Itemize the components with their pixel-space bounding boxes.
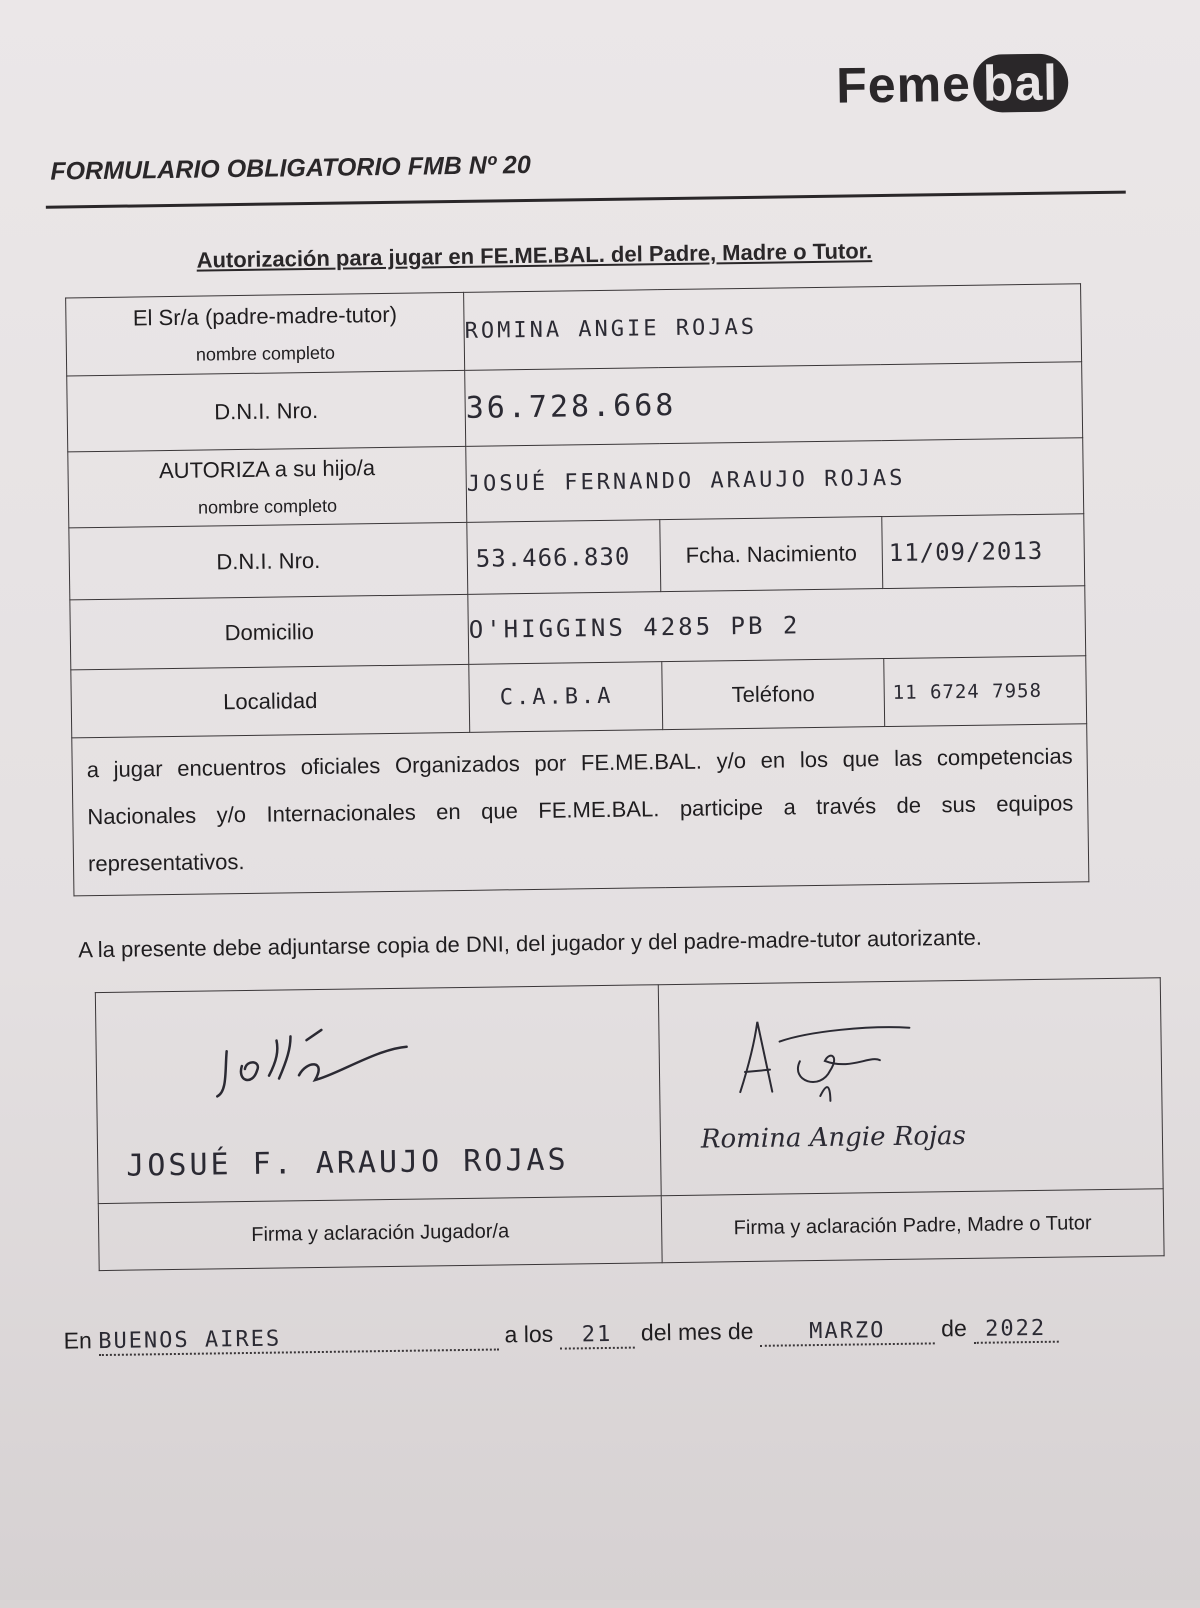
month-field[interactable]: [760, 1315, 935, 1346]
phone-field[interactable]: 11 6724 7958: [884, 656, 1087, 727]
year-value: 2022: [985, 1315, 1047, 1342]
authorization-table: [65, 283, 1089, 896]
parent-label-cell: [66, 292, 465, 376]
child-label-cell: [68, 446, 467, 528]
phone-label: Teléfono: [662, 659, 885, 730]
birth-date-field[interactable]: 11/09/2013: [882, 514, 1085, 589]
child-name-field[interactable]: JOSUÉ FERNANDO ARAUJO ROJAS: [466, 438, 1084, 523]
day-value: 21: [581, 1321, 613, 1348]
authorization-paragraph-row: [72, 724, 1089, 896]
parent-dni-label: D.N.I. Nro.: [67, 370, 466, 452]
parent-name-field[interactable]: ROMINA ANGIE ROJAS: [464, 284, 1082, 371]
form-subtitle: Autorización para jugar en FE.ME.BAL. del Padre, Madre o Tutor.: [196, 238, 873, 273]
signature-table: [95, 977, 1165, 1271]
month-value: MARZO: [809, 1318, 886, 1345]
parent-dni-field[interactable]: 36.728.668: [465, 362, 1083, 447]
player-signature-label: Firma y aclaración Jugador/a: [98, 1196, 662, 1271]
parent-signature-area[interactable]: [658, 978, 1163, 1196]
attachment-note: A la presente debe adjuntarse copia de DNI, del jugador y del padre-madre-tutor autorizante.: [78, 924, 983, 963]
city-label: Localidad: [71, 664, 470, 738]
mes-label: del mes de: [640, 1317, 754, 1346]
address-label: Domicilio: [70, 594, 469, 670]
title-divider: [46, 191, 1126, 209]
parent-label: El Sr/a (padre-madre-tutor): [132, 301, 398, 331]
day-field[interactable]: [559, 1320, 634, 1350]
parent-dni-row: [67, 362, 1083, 452]
birth-date-label: Fcha. Nacimiento: [660, 517, 883, 592]
de-label: de: [941, 1314, 967, 1342]
en-label: En: [63, 1327, 93, 1354]
child-dni-field[interactable]: 53.466.830: [467, 520, 661, 595]
femebal-logo: Feme bal: [836, 53, 1069, 114]
parent-name-row: [66, 284, 1082, 376]
a-los-label: a los: [504, 1320, 554, 1348]
address-field[interactable]: O'HIGGINS 4285 PB 2: [468, 586, 1086, 665]
child-sublabel: nombre completo: [197, 495, 338, 518]
child-dni-label: D.N.I. Nro.: [69, 522, 468, 600]
authorization-paragraph: a jugar encuentros oficiales Organizados por FE.ME.BAL. y/o en los que las competencias Nacionales y/o Internacionales en que FE.ME.BAL. participe a través de sus equipos representativos.: [72, 724, 1089, 896]
city-field[interactable]: C.A.B.A: [469, 662, 663, 733]
year-field[interactable]: [973, 1314, 1058, 1344]
parent-signature-scribble: [729, 999, 951, 1112]
place-value: BUENOS AIRES: [98, 1326, 282, 1355]
child-label: AUTORIZA a su hijo/a: [158, 455, 376, 484]
form-title: FORMULARIO OBLIGATORIO FMB Nº 20: [50, 150, 531, 186]
parent-signature-label: Firma y aclaración Padre, Madre o Tutor: [661, 1189, 1164, 1263]
place-field[interactable]: [98, 1322, 498, 1357]
player-signature-scribble: [206, 1018, 427, 1101]
signature-row: [95, 978, 1163, 1204]
child-name-row: [68, 438, 1084, 528]
player-clarification: JOSUÉ F. ARAUJO ROJAS: [126, 1142, 569, 1184]
parent-sublabel: nombre completo: [195, 342, 336, 365]
date-line: [64, 1314, 1059, 1357]
player-signature-area[interactable]: [95, 985, 661, 1204]
parent-clarification: Romina Angie Rojas: [700, 1120, 967, 1155]
